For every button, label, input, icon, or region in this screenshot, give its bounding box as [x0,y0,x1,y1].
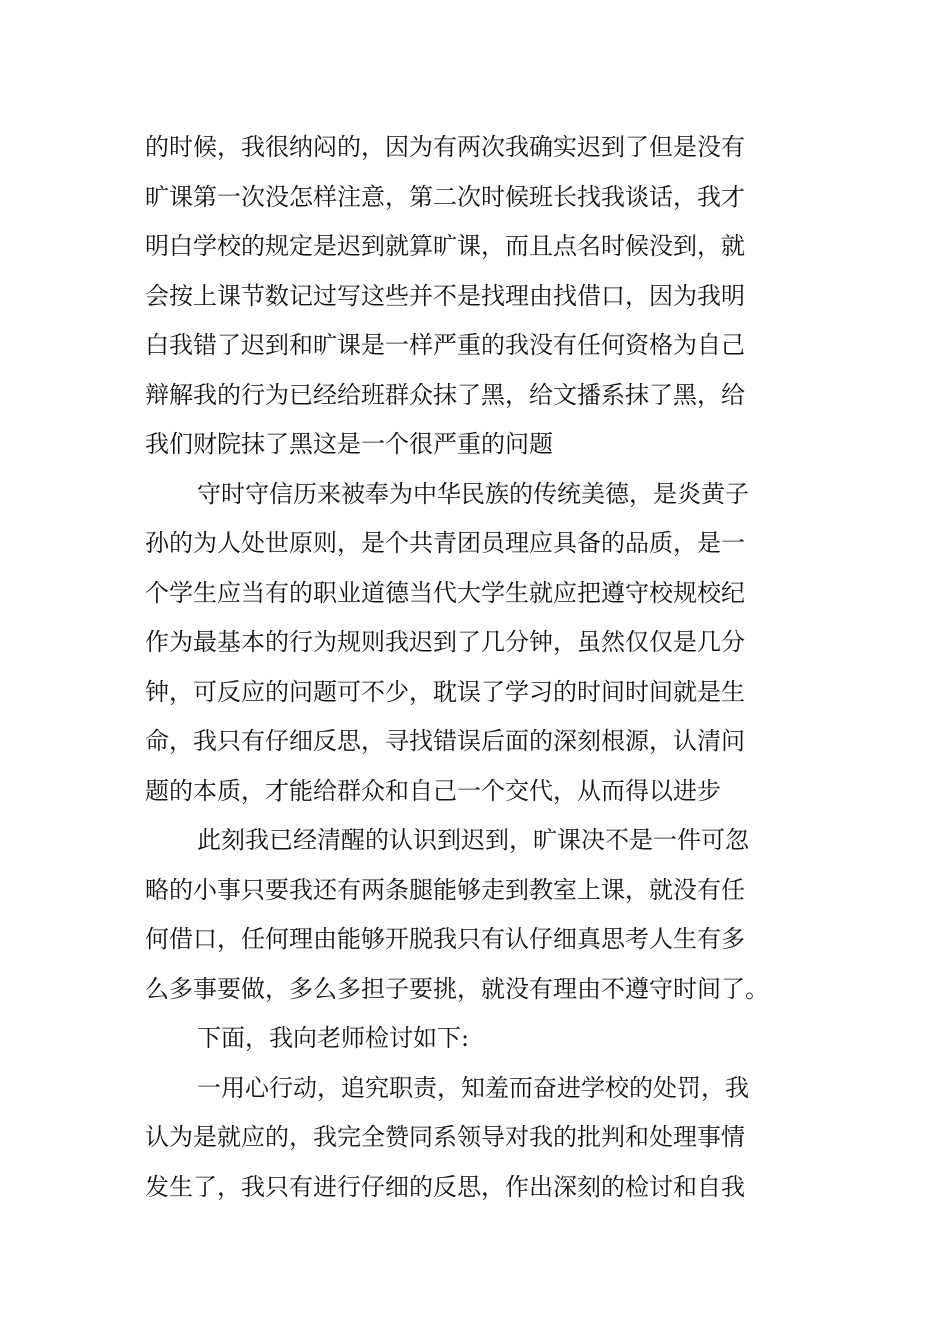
text-line: 认为是就应的，我完全赞同系领导对我的批判和处理事情 [145,1123,745,1151]
text-line: 的时候，我很纳闷的，因为有两次我确实迟到了但是没有 [145,133,745,161]
paragraph-first-line: 此刻我已经清醒的认识到迟到，旷课决不是一件可忽 [197,826,749,854]
text-line: 何借口，任何理由能够开脱我只有认仔细真思考人生有多 [145,925,745,953]
document-body [145,123,810,1212]
paragraph-first-line: 下面，我向老师检讨如下: [197,1024,470,1052]
text-line: 白我错了迟到和旷课是一样严重的我没有任何资格为自己 [145,331,745,359]
text-line: 略的小事只要我还有两条腿能够走到教室上课，就没有任 [145,875,745,904]
text-line: 会按上课节数记过写这些并不是找理由找借口，因为我明 [145,281,745,310]
text-line: 钟，可反应的问题可不少，耽误了学习的时间时间就是生 [145,677,745,706]
text-line: 命，我只有仔细反思，寻找错误后面的深刻根源，认清问 [145,727,745,755]
text-line: 辩解我的行为已经给班群众抹了黑，给文播系抹了黑，给 [145,380,745,409]
paragraph-first-line: 一用心行动，追究职责，知羞而奋进学校的处罚，我 [197,1073,749,1102]
text-line: 么多事要做，多么多担子要挑，就没有理由不遵守时间了。 [145,974,769,1003]
text-line: 孙的为人处世原则，是个共青团员理应具备的品质，是一 [145,529,745,557]
paragraph-first-line: 守时守信历来被奉为中华民族的传统美德，是炎黄子 [197,479,749,508]
text-line: 旷课第一次没怎样注意，第二次时候班长找我谈话，我才 [145,182,745,211]
text-line: 个学生应当有的职业道德当代大学生就应把遵守校规校纪 [145,578,745,607]
text-line: 发生了，我只有进行仔细的反思，作出深刻的检讨和自我 [145,1172,745,1201]
text-line: 我们财院抹了黑这是一个很严重的问题 [145,430,553,458]
text-line: 题的本质，才能给群众和自己一个交代，从而得以进步 [145,776,721,805]
text-line: 明白学校的规定是迟到就算旷课，而且点名时候没到，就 [145,232,745,260]
text-line: 作为最基本的行为规则我迟到了几分钟，虽然仅仅是几分 [145,628,745,656]
